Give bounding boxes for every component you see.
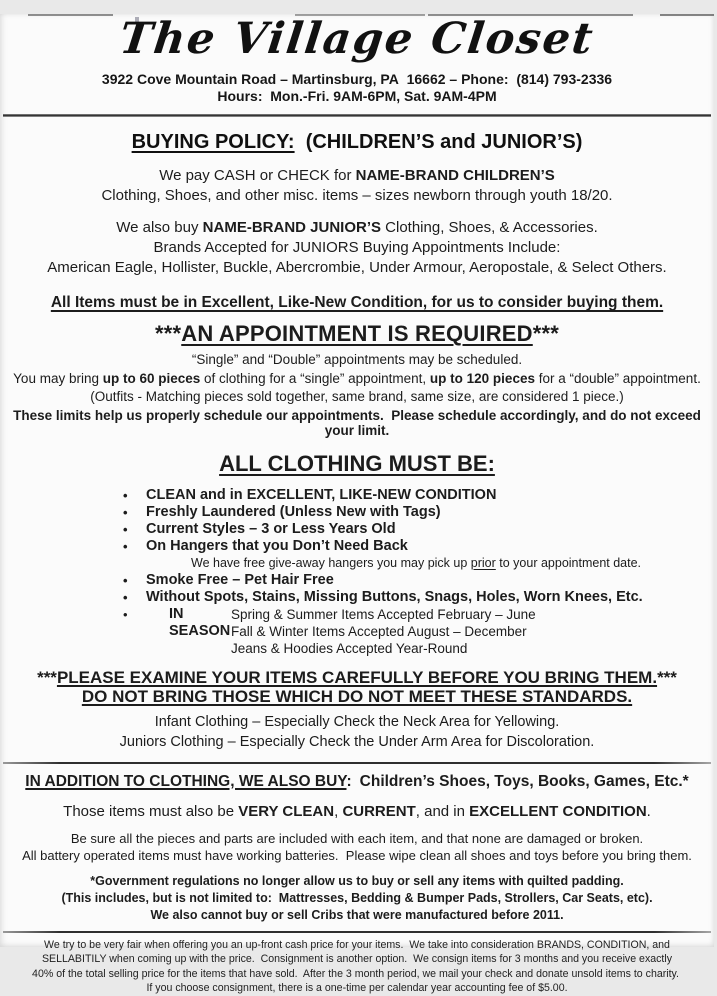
in-season-schedule bbox=[231, 606, 536, 657]
scanned-flyer-page bbox=[0, 14, 714, 995]
season-line: Fall & Winter Items Accepted August – December bbox=[231, 623, 527, 639]
section-examine bbox=[0, 668, 714, 751]
regulation-note-2: (This includes, but is not limited to: Mattresses, Bedding & Bumper Pads, Strollers, Car Seats, etc). bbox=[61, 890, 653, 905]
juniors-check-line: Juniors Clothing – Especially Check the Under Arm Area for Discoloration. bbox=[119, 733, 595, 750]
examine-heading: ***PLEASE EXAMINE YOUR ITEMS CAREFULLY BEFORE YOU BRING THEM.*** DO NOT BRING THOSE WHICH DO NOT MEET THESE STANDARDS. bbox=[37, 667, 677, 706]
regulation-note-1: *Government regulations no longer allow us to buy or sell any items with quilted padding. bbox=[90, 873, 624, 888]
batteries-line: All battery operated items must have working batteries. Please wipe clean all shoes and toys before you bring them. bbox=[22, 847, 692, 863]
section-buying-policy bbox=[0, 131, 714, 312]
bullet-item: • On Hangers that you Don’t Need Back bbox=[123, 537, 408, 554]
section-clothing-requirements bbox=[0, 451, 714, 657]
bullet-icon: • bbox=[123, 487, 128, 503]
appointment-sched-line: “Single” and “Double” appointments may be scheduled. bbox=[191, 352, 523, 367]
bullet-item: • CLEAN and in EXCELLENT, LIKE-NEW CONDITION bbox=[123, 486, 497, 503]
season-line: Jeans & Hoodies Accepted Year-Round bbox=[231, 640, 468, 656]
clothing-bullet-list bbox=[123, 487, 714, 657]
bullet-item-in-season bbox=[123, 606, 714, 657]
regulation-note-3: We also cannot buy or sell Cribs that were manufactured before 2011. bbox=[150, 907, 564, 922]
clothing-heading: ALL CLOTHING MUST BE: bbox=[219, 450, 495, 476]
section-also-buy bbox=[0, 773, 714, 924]
hanger-note: We have free give-away hangers you may pick up prior to your appointment date. bbox=[191, 555, 642, 570]
pieces-line: Be sure all the pieces and parts are included with each item, and that none are damaged or broken. bbox=[70, 830, 644, 846]
bullet-item: • Current Styles – 3 or Less Years Old bbox=[123, 520, 396, 537]
appointment-limit-line: You may bring up to 60 pieces of clothing for a “single” appointment, up to 120 pieces for a “double” appointment. bbox=[13, 370, 701, 386]
appointment-outfits-line: (Outfits - Matching pieces sold together, same brand, same size, are considered 1 piece.) bbox=[90, 389, 624, 404]
bullet-icon: • bbox=[123, 572, 128, 588]
infant-check-line: Infant Clothing – Especially Check the Neck Area for Yellowing. bbox=[154, 713, 560, 730]
store-name: The Village Closet bbox=[116, 14, 598, 64]
bullet-item: • Smoke Free – Pet Hair Free bbox=[123, 571, 334, 588]
also-buy-heading: IN ADDITION TO CLOTHING, WE ALSO BUY: Children’s Shoes, Toys, Books, Games, Etc.* bbox=[25, 772, 689, 790]
divider-top bbox=[3, 114, 711, 117]
appointment-heading: ***AN APPOINTMENT IS REQUIRED*** bbox=[154, 321, 560, 346]
address-line: 3922 Cove Mountain Road – Martinsburg, PA 16662 – Phone: (814) 793-2336 bbox=[101, 71, 613, 87]
divider-middle bbox=[3, 762, 711, 764]
section-appointment bbox=[0, 321, 714, 439]
condition-rule-line: All Items must be in Excellent, Like-New Condition, for us to consider buying them. bbox=[50, 294, 664, 311]
bullet-icon: • bbox=[123, 606, 128, 622]
bullet-item: • Without Spots, Stains, Missing Buttons, Snags, Holes, Worn Knees, Etc. bbox=[123, 588, 643, 605]
bullet-item: • Freshly Laundered (Unless New with Tags) bbox=[123, 503, 441, 520]
bullet-icon: • bbox=[123, 521, 128, 537]
pay-line: We pay CASH or CHECK for NAME-BRAND CHILDREN’S Clothing, Shoes, and other misc. items – sizes newborn through youth 18/20. bbox=[101, 167, 613, 204]
divider-bottom bbox=[3, 931, 711, 933]
bullet-icon: • bbox=[123, 504, 128, 520]
appointment-limits-note: These limits help us properly schedule our appointments. Please schedule accordingly, and do not exceed your limit. bbox=[13, 407, 701, 438]
season-line: Spring & Summer Items Accepted February – June bbox=[231, 606, 536, 622]
bullet-icon: • bbox=[123, 538, 128, 554]
also-buy-condition-line: Those items must also be VERY CLEAN, CURRENT, and in EXCELLENT CONDITION. bbox=[63, 802, 651, 820]
consignment-terms-text: We try to be very fair when offering you an up-front cash price for your items. We take into consideration BRANDS, CONDITION, and SELLABITILY when coming up with the price. Consignment is another option. We consign items for 3 months and you receive exactly 40% of the total selling price for the items that have sold. After the 3 month period, we mail your check and donate unsold items to charity. If you choose consignment, there is a one-time per calendar year accounting fee of $5.00. bbox=[32, 938, 682, 995]
buying-policy-heading: BUYING POLICY: (CHILDREN’S and JUNIOR’S) bbox=[131, 131, 583, 153]
hours-line: Hours: Mon.-Fri. 9AM-6PM, Sat. 9AM-4PM bbox=[217, 88, 497, 104]
letterhead bbox=[0, 14, 714, 105]
juniors-line: We also buy NAME-BRAND JUNIOR’S Clothing, Shoes, & Accessories. Brands Accepted for JUNIORS Buying Appointments Include: American Eagle, Hollister, Buckle, Abercrombie, Under Armour, Aeropostale, & Select Others. bbox=[47, 219, 667, 276]
footer bbox=[0, 938, 714, 996]
bullet-icon: • bbox=[123, 589, 128, 605]
in-season-label: IN SEASON bbox=[169, 605, 231, 639]
